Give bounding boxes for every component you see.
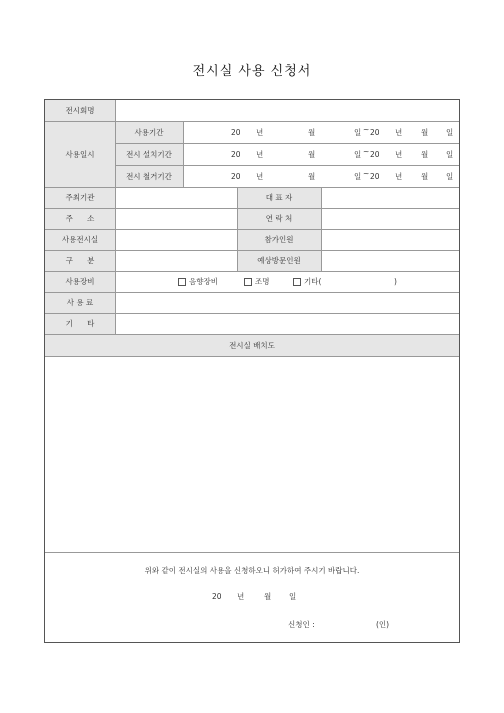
host-field[interactable] (116, 187, 236, 208)
fee-field[interactable] (116, 292, 459, 313)
applicant-name-field[interactable] (327, 618, 372, 630)
removal-period-dates[interactable]: 20 년 월 일 ~ 20 년 월 일 (231, 168, 454, 181)
equipment-label: 사용장비 (65, 277, 95, 286)
participants-label: 참가인원 (264, 235, 294, 244)
contact-field[interactable] (322, 208, 459, 229)
equipment-options (116, 271, 459, 292)
installation-period-sublabel: 전시 설치기간 (126, 149, 172, 159)
exhibition-room-field[interactable] (116, 229, 236, 250)
seal-label: (인) (376, 619, 390, 629)
other-equipment-close: ) (394, 277, 397, 286)
category-label: 구 분 (65, 256, 95, 265)
applicant-label: 신청인 : (288, 619, 315, 629)
contact-label: 연 락 처 (265, 214, 293, 223)
removal-period-sublabel: 전시 철거기간 (126, 171, 172, 181)
usage-period-sublabel: 사용기간 (134, 127, 164, 137)
other-equipment-checkbox[interactable]: 기타( (293, 276, 321, 287)
fee-label: 사 용 료 (66, 298, 94, 307)
exhibition-name-label: 전시회명 (65, 106, 95, 115)
category-field[interactable] (116, 250, 236, 271)
application-date[interactable]: 20 년 월 일 (212, 591, 297, 601)
sound-equipment-checkbox[interactable]: 음향장비 (178, 276, 218, 287)
representative-label: 대 표 자 (265, 193, 293, 202)
layout-section-header: 전시실 배치도 (229, 340, 275, 350)
other-label: 기 타 (65, 319, 95, 328)
representative-field[interactable] (322, 187, 459, 208)
host-label: 주최기관 (65, 193, 95, 202)
application-form (44, 99, 460, 643)
declaration-text: 위와 같이 전시실의 사용을 신청하오니 허가하여 주시기 바랍니다. (144, 565, 360, 575)
usage-period-label: 사용일시 (65, 149, 95, 159)
participants-field[interactable] (322, 229, 459, 250)
usage-period-dates[interactable]: 20 년 월 일 ~ 20 년 월 일 (231, 124, 454, 137)
address-label: 주 소 (65, 214, 95, 223)
layout-drawing-area[interactable] (45, 357, 459, 552)
installation-period-dates[interactable]: 20 년 월 일 ~ 20 년 월 일 (231, 146, 454, 159)
lighting-checkbox[interactable]: 조명 (244, 276, 270, 287)
document-title: 전시실 사용 신청서 (192, 64, 312, 79)
exhibition-room-label: 사용전시실 (61, 235, 99, 244)
other-field[interactable] (116, 313, 459, 334)
address-field[interactable] (116, 208, 236, 229)
exhibition-name-field[interactable] (116, 100, 459, 121)
applicant-line (45, 616, 459, 632)
expected-visitors-field[interactable] (322, 250, 459, 271)
expected-visitors-label: 예상방문인원 (257, 256, 301, 265)
